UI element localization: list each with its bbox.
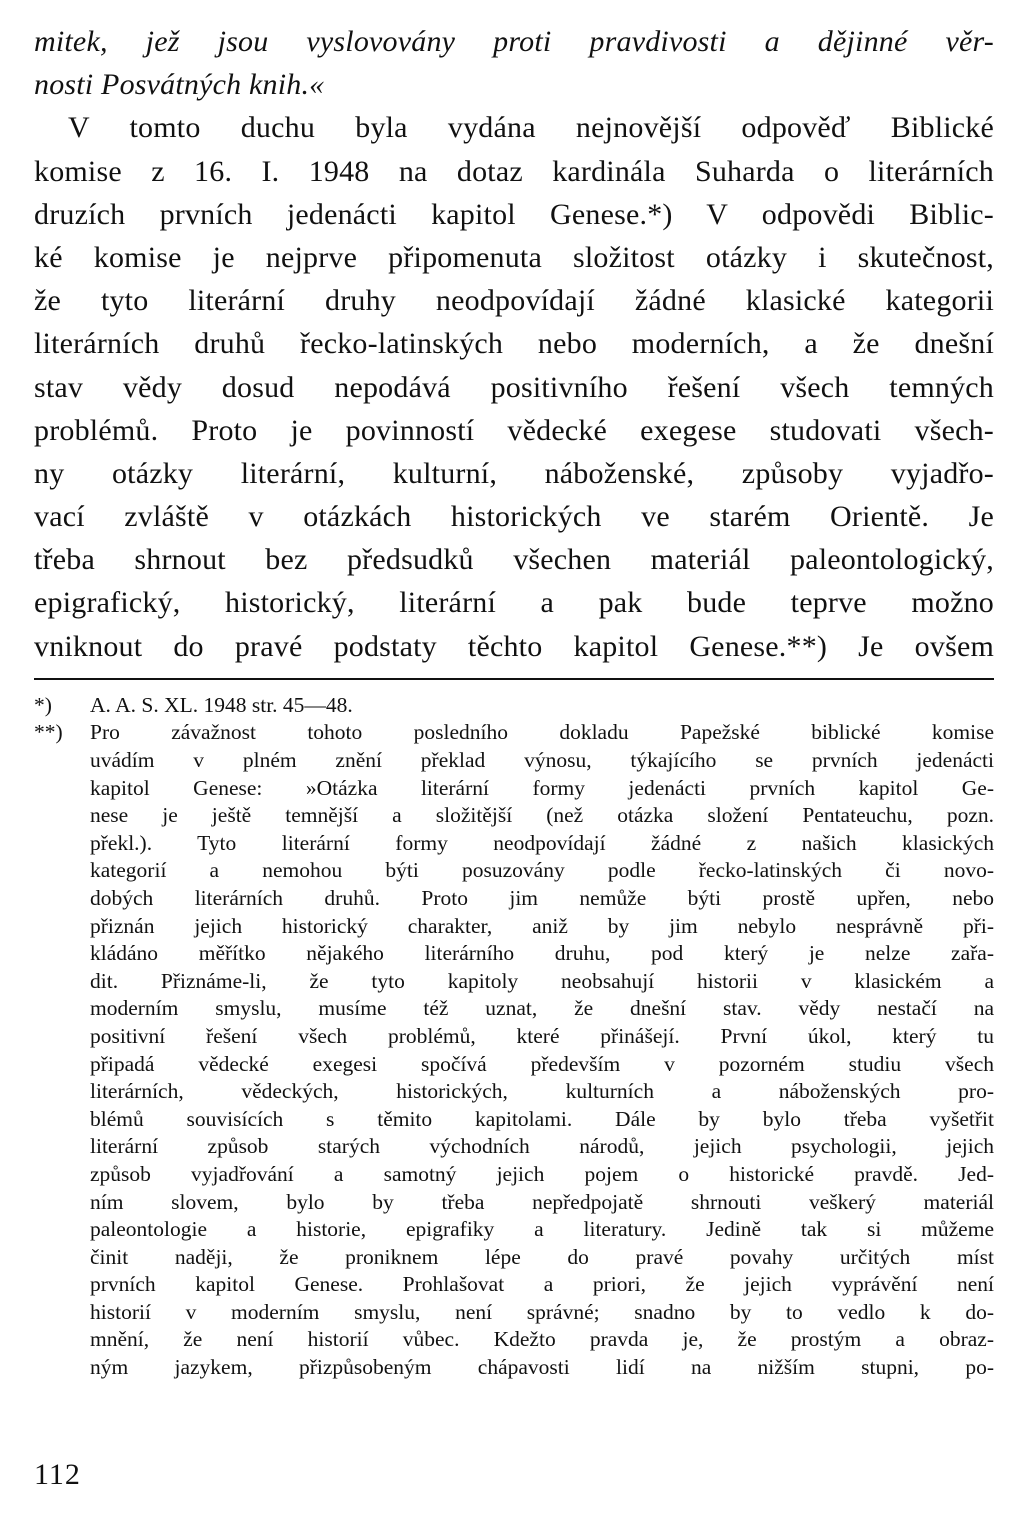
footnote-mark: **) xyxy=(34,720,63,745)
footnote-line: literární způsob starých východních národů, jejich psychologii, jejich xyxy=(90,1134,994,1159)
footnote-line: činit naději, že proniknem lépe do pravé povahy určitých míst xyxy=(90,1244,994,1269)
footnote-2 xyxy=(34,719,994,1381)
footnote-2-first-line xyxy=(34,719,994,747)
footnote-mark: *) xyxy=(34,692,52,717)
page-number: 112 xyxy=(34,1458,81,1491)
footnote-line: uvádím v plném znění překlad výnosu, týkajícího se prvních jedenácti xyxy=(90,748,994,772)
footnote-line: kategorií a nemohou býti posuzovány podle řecko-latinských či novo- xyxy=(90,858,994,883)
footnote-line: paleontologie a historie, epigrafiky a literatury. Jedině tak si můžeme xyxy=(90,1217,994,1242)
footnote-text: A. A. S. XL. 1948 str. 45—48. xyxy=(90,692,353,717)
footnote-line: kládáno měřítko nějakého literárního druhu, pod který je nelze zařa- xyxy=(90,941,994,966)
page-content xyxy=(34,20,994,1382)
main-line: vniknout do pravé podstaty těchto kapitol Genese.**) Je ovšem xyxy=(34,629,994,663)
footnote-line: blémů souvisících s těmito kapitolami. Dále by bylo třeba vyšetřit xyxy=(90,1106,994,1131)
footnote-line: kapitol Genese: »Otázka literární formy jedenácti prvních kapitol Ge- xyxy=(90,775,994,800)
main-line: mitek, jež jsou vyslovovány proti pravdivosti a dějinné věr- xyxy=(34,25,994,58)
footnote-line: ným jazykem, přizpůsobeným chápavosti lidí na nižším stupni, po- xyxy=(90,1355,994,1380)
footnote-text: Pro závažnost tohoto posledního dokladu Papežské biblické komise xyxy=(90,720,994,745)
footnote-line: moderním smyslu, musíme též uznat, že dnešní stav. vědy nestačí na xyxy=(90,996,994,1021)
footnotes-block xyxy=(34,692,994,1382)
footnote-line: literárních, vědeckých, historických, kulturních a náboženských pro- xyxy=(90,1079,994,1104)
main-line: literárních druhů řecko-latinských nebo moderních, a že dnešní xyxy=(34,327,994,361)
main-line: komise z 16. I. 1948 na dotaz kardinála Suharda o literárních xyxy=(34,154,994,188)
footnote-line: připadá vědecké exegesi spočívá především v pozorném studiu všech xyxy=(90,1051,994,1076)
main-line: nosti Posvátných knih.« xyxy=(34,68,325,102)
main-line: epigrafický, historický, literární a pak bude teprve možno xyxy=(34,586,994,620)
footnote-line: překl.). Tyto literární formy neodpovídají žádné z našich klasických xyxy=(90,830,994,855)
footnote-line: ním slovem, bylo by třeba nepředpojatě shrnouti veškerý materiál xyxy=(90,1189,994,1214)
main-line: druzích prvních jedenácti kapitol Genese.*) V odpovědi Biblic- xyxy=(34,197,994,231)
main-line: třeba shrnout bez předsudků všechen materiál paleontologický, xyxy=(34,543,994,577)
main-line: že tyto literární druhy neodpovídají žádné klasické kategorii xyxy=(34,284,994,318)
footnote-line: prvních kapitol Genese. Prohlašovat a priori, že jejich vyprávění není xyxy=(90,1272,994,1297)
footnote-line: nese je ještě temnější a složitější (než otázka složení Pentateuchu, pozn. xyxy=(90,803,994,828)
footnote-line: dobých literárních druhů. Proto jim nemůže býti prostě upřen, nebo xyxy=(90,885,994,910)
footnote-line: historií v moderním smyslu, není správné; snadno by to vedlo k do- xyxy=(90,1299,994,1324)
main-line: problémů. Proto je povinností vědecké exegese studovati všech- xyxy=(34,413,994,447)
main-line: V tomto duchu byla vydána nejnovější odpověď Biblické xyxy=(68,111,994,145)
main-text-block xyxy=(34,20,994,668)
footnote-line: přiznán jejich historický charakter, aniž by jim nebylo nesprávně při- xyxy=(90,913,994,938)
footnote-line: mnění, že není historií vůbec. Kdežto pravda je, že prostým a obraz- xyxy=(90,1327,994,1352)
main-line: ké komise je nejprve připomenuta složitost otázky i skutečnost, xyxy=(34,240,994,274)
footnote-1 xyxy=(34,692,994,720)
footnote-line: způsob vyjadřování a samotný jejich pojem o historické pravdě. Jed- xyxy=(90,1161,994,1186)
footnote-line: dit. Přiznáme-li, že tyto kapitoly neobsahují historii v klasickém a xyxy=(90,968,994,993)
main-line: vací zvláště v otázkách historických ve starém Orientě. Je xyxy=(34,500,994,534)
footnote-divider xyxy=(34,678,994,680)
main-line: ny otázky literární, kulturní, náboženské, způsoby vyjadřo- xyxy=(34,456,994,490)
main-line: stav vědy dosud nepodává positivního řešení všech temných xyxy=(34,370,994,404)
footnote-line: positivní řešení všech problémů, které přinášejí. První úkol, který tu xyxy=(90,1023,994,1048)
